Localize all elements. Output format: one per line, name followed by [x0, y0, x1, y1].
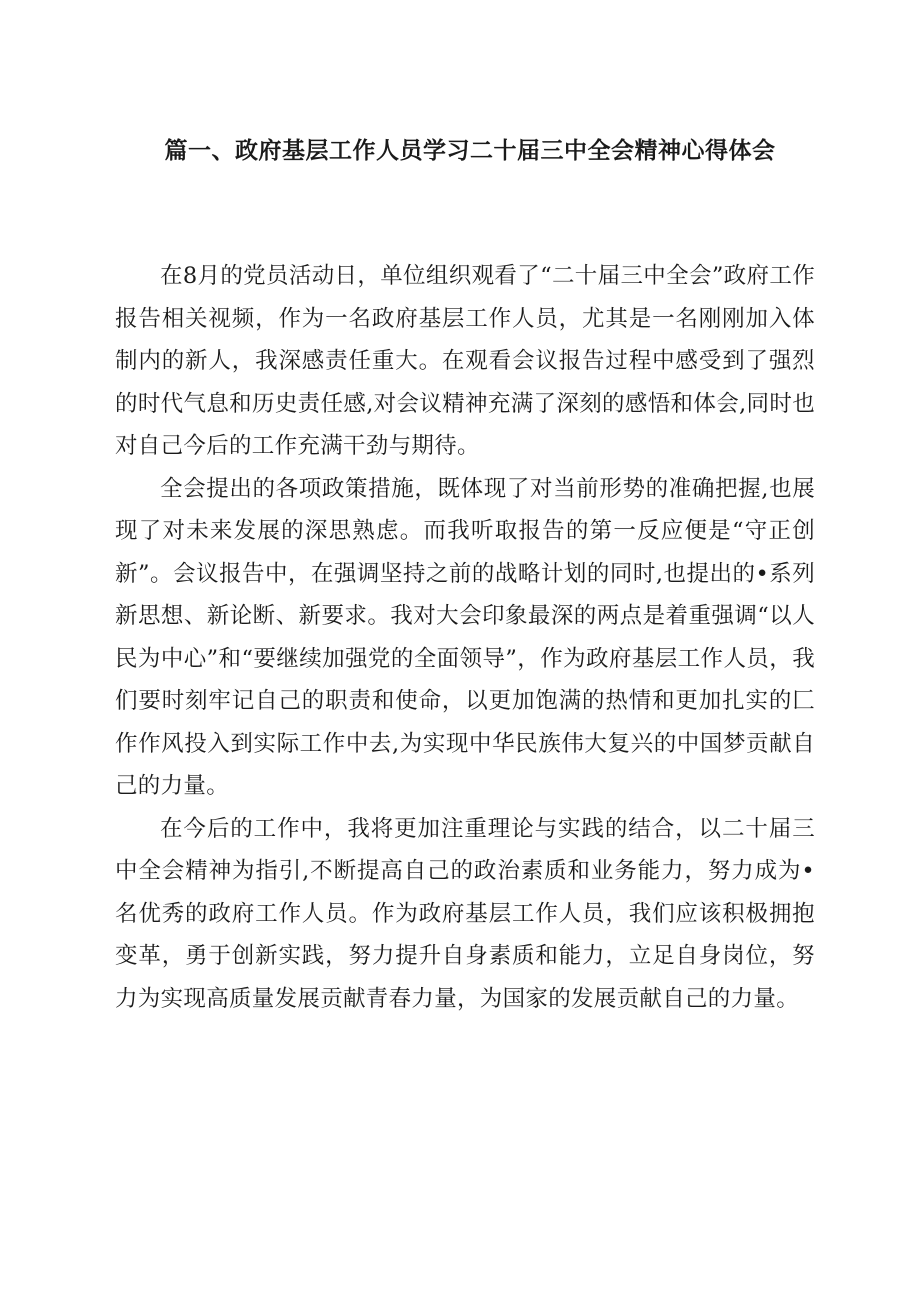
document-body	[115, 255, 815, 1020]
paragraph-2: 全会提出的各项政策措施，既体现了对当前形势的准确把握,也展现了对未来发展的深思熟虑。而我听取报告的第一反应便是“守正创新”。会议报告中，在强调坚持之前的战略计划的同时,也提出的•系列新思想、新论断、新要求。我对大会印象最深的两点是着重强调“以人民为中心”和“要继续加强党的全面领导”，作为政府基层工作人员，我们要时刻牢记自己的职责和使命，以更加饱满的热情和更加扎实的匚作作风投入到实际工作中去,为实现中华民族伟大复兴的中国梦贡献自己的力量。	[115, 475, 815, 799]
paragraph-1: 在8月的党员活动日，单位组织观看了“二十届三中全会”政府工作报告相关视频，作为一名政府基层工作人员，尤其是一名刚刚加入体制内的新人，我深感责任重大。在观看会议报告过程中感受到了强烈的时代气息和历史责任感,对会议精神充满了深刻的感悟和体会,同时也对自己今后的工作充满干劲与期待。	[115, 263, 815, 459]
paragraph-3: 在今后的工作中，我将更加注重理论与实践的结合，以二十届三中全会精神为指引,不断提高自己的政治素质和业务能力，努力成为•名优秀的政府工作人员。作为政府基层工作人员，我们应该积极拥抱变革，勇于创新实践，努力提升自身素质和能力，立足自身岗位，努力为实现高质量发展贡献青春力量，为国家的发展贡献自己的力量。	[115, 815, 815, 1012]
document-title: 篇一、政府基层工作人员学习二十届三中全会精神心得体会	[164, 138, 776, 164]
